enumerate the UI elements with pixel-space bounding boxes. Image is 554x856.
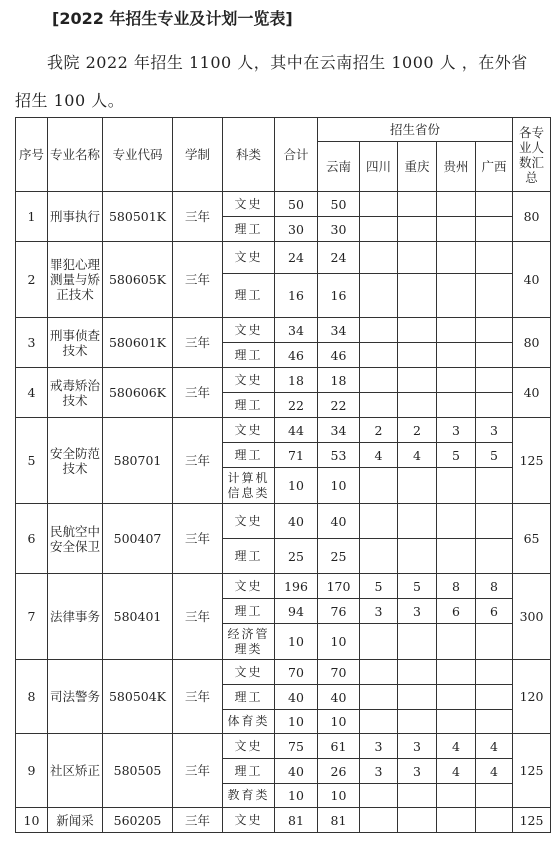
total-cell: 24 [275, 242, 318, 274]
header-yunnan: 云南 [318, 142, 360, 192]
major-duration: 三年 [173, 808, 223, 833]
sichuan-cell [360, 710, 398, 734]
sichuan-cell [360, 368, 398, 393]
major-code: 500407 [103, 504, 173, 574]
major-sum: 125 [513, 808, 551, 833]
major-seq: 4 [16, 368, 48, 418]
table-row [16, 734, 551, 759]
subject-cell: 文史 [223, 808, 275, 833]
major-code: 580504K [103, 660, 173, 734]
total-cell: 10 [275, 710, 318, 734]
subject-cell: 理工 [223, 343, 275, 368]
major-sum: 80 [513, 318, 551, 368]
chongqing-cell [398, 808, 437, 833]
subject-cell: 文史 [223, 660, 275, 685]
header-total: 合计 [275, 118, 318, 192]
guangxi-cell [476, 685, 513, 710]
total-cell: 10 [275, 624, 318, 660]
sichuan-cell: 4 [360, 443, 398, 468]
total-cell: 44 [275, 418, 318, 443]
yunnan-cell: 25 [318, 539, 360, 574]
sichuan-cell [360, 192, 398, 217]
major-duration: 三年 [173, 574, 223, 660]
sichuan-cell: 2 [360, 418, 398, 443]
chongqing-cell: 3 [398, 759, 437, 784]
yunnan-cell: 46 [318, 343, 360, 368]
major-sum: 125 [513, 734, 551, 808]
subject-cell: 文史 [223, 368, 275, 393]
guangxi-cell [476, 393, 513, 418]
chongqing-cell [398, 624, 437, 660]
guizhou-cell [437, 192, 476, 217]
total-cell: 70 [275, 660, 318, 685]
yunnan-cell: 10 [318, 624, 360, 660]
table-row [16, 504, 551, 539]
sichuan-cell [360, 808, 398, 833]
sichuan-cell [360, 784, 398, 808]
chongqing-cell [398, 242, 437, 274]
sichuan-cell: 3 [360, 734, 398, 759]
guizhou-cell [437, 468, 476, 504]
chongqing-cell: 4 [398, 443, 437, 468]
header-sichuan: 四川 [360, 142, 398, 192]
major-name: 社区矫正 [48, 734, 103, 808]
chongqing-cell [398, 504, 437, 539]
guizhou-cell: 4 [437, 734, 476, 759]
major-name: 戒毒矫治技术 [48, 368, 103, 418]
total-cell: 40 [275, 504, 318, 539]
sichuan-cell [360, 318, 398, 343]
guizhou-cell: 4 [437, 759, 476, 784]
major-name: 法律事务 [48, 574, 103, 660]
major-seq: 2 [16, 242, 48, 318]
guizhou-cell [437, 808, 476, 833]
guizhou-cell [437, 784, 476, 808]
sichuan-cell [360, 217, 398, 242]
guizhou-cell: 5 [437, 443, 476, 468]
yunnan-cell: 18 [318, 368, 360, 393]
major-code: 560205 [103, 808, 173, 833]
guangxi-cell [476, 710, 513, 734]
subject-cell: 文史 [223, 418, 275, 443]
guizhou-cell [437, 343, 476, 368]
subject-cell: 理工 [223, 539, 275, 574]
header-seq: 序号 [16, 118, 48, 192]
sichuan-cell: 5 [360, 574, 398, 599]
major-name: 新闻采 [48, 808, 103, 833]
guizhou-cell [437, 504, 476, 539]
guizhou-cell: 8 [437, 574, 476, 599]
yunnan-cell: 40 [318, 504, 360, 539]
yunnan-cell: 61 [318, 734, 360, 759]
guizhou-cell [437, 368, 476, 393]
guangxi-cell [476, 217, 513, 242]
yunnan-cell: 10 [318, 468, 360, 504]
subject-cell: 理工 [223, 599, 275, 624]
sichuan-cell [360, 624, 398, 660]
guizhou-cell [437, 660, 476, 685]
yunnan-cell: 50 [318, 192, 360, 217]
major-name: 罪犯心理测量与矫正技术 [48, 242, 103, 318]
document-heading: [2022 年招生专业及计划一览表] [52, 9, 293, 28]
sichuan-cell [360, 468, 398, 504]
yunnan-cell: 53 [318, 443, 360, 468]
guangxi-cell [476, 808, 513, 833]
guangxi-cell: 4 [476, 759, 513, 784]
guangxi-cell [476, 504, 513, 539]
sichuan-cell [360, 660, 398, 685]
yunnan-cell: 34 [318, 418, 360, 443]
major-code: 580605K [103, 242, 173, 318]
total-cell: 50 [275, 192, 318, 217]
chongqing-cell [398, 393, 437, 418]
major-sum: 300 [513, 574, 551, 660]
header-code: 专业代码 [103, 118, 173, 192]
guizhou-cell: 6 [437, 599, 476, 624]
subject-cell: 体育类 [223, 710, 275, 734]
guangxi-cell: 3 [476, 418, 513, 443]
total-cell: 94 [275, 599, 318, 624]
chongqing-cell [398, 660, 437, 685]
table-body [16, 192, 551, 833]
guangxi-cell [476, 784, 513, 808]
major-name: 司法警务 [48, 660, 103, 734]
subject-cell: 教育类 [223, 784, 275, 808]
guizhou-cell: 3 [437, 418, 476, 443]
major-duration: 三年 [173, 192, 223, 242]
yunnan-cell: 10 [318, 784, 360, 808]
major-seq: 6 [16, 504, 48, 574]
total-cell: 25 [275, 539, 318, 574]
major-duration: 三年 [173, 318, 223, 368]
chongqing-cell [398, 274, 437, 318]
yunnan-cell: 81 [318, 808, 360, 833]
major-seq: 9 [16, 734, 48, 808]
table-row [16, 368, 551, 393]
major-duration: 三年 [173, 368, 223, 418]
guangxi-cell [476, 539, 513, 574]
major-code: 580401 [103, 574, 173, 660]
header-chongqing: 重庆 [398, 142, 437, 192]
chongqing-cell [398, 685, 437, 710]
major-code: 580701 [103, 418, 173, 504]
guizhou-cell [437, 318, 476, 343]
yunnan-cell: 24 [318, 242, 360, 274]
table-row [16, 318, 551, 343]
guangxi-cell: 5 [476, 443, 513, 468]
header-guangxi: 广西 [476, 142, 513, 192]
subject-cell: 理工 [223, 274, 275, 318]
chongqing-cell: 5 [398, 574, 437, 599]
major-seq: 7 [16, 574, 48, 660]
guizhou-cell [437, 710, 476, 734]
total-cell: 46 [275, 343, 318, 368]
yunnan-cell: 26 [318, 759, 360, 784]
total-cell: 34 [275, 318, 318, 343]
total-cell: 40 [275, 759, 318, 784]
major-seq: 1 [16, 192, 48, 242]
guangxi-cell [476, 468, 513, 504]
guangxi-cell [476, 368, 513, 393]
subject-cell: 文史 [223, 242, 275, 274]
sichuan-cell [360, 242, 398, 274]
table-row [16, 660, 551, 685]
guangxi-cell: 8 [476, 574, 513, 599]
major-seq: 10 [16, 808, 48, 833]
sichuan-cell [360, 539, 398, 574]
subject-cell: 文史 [223, 318, 275, 343]
header-major: 专业名称 [48, 118, 103, 192]
total-cell: 10 [275, 784, 318, 808]
guizhou-cell [437, 217, 476, 242]
major-seq: 3 [16, 318, 48, 368]
guizhou-cell [437, 685, 476, 710]
major-duration: 三年 [173, 660, 223, 734]
subject-cell: 理工 [223, 685, 275, 710]
total-cell: 40 [275, 685, 318, 710]
yunnan-cell: 70 [318, 660, 360, 685]
total-cell: 81 [275, 808, 318, 833]
major-duration: 三年 [173, 504, 223, 574]
sichuan-cell [360, 393, 398, 418]
major-code: 580501K [103, 192, 173, 242]
enrollment-table [15, 117, 551, 833]
major-name: 刑事执行 [48, 192, 103, 242]
subject-cell: 计算机信息类 [223, 468, 275, 504]
chongqing-cell [398, 368, 437, 393]
table-row [16, 574, 551, 599]
header-guizhou: 贵州 [437, 142, 476, 192]
sichuan-cell [360, 504, 398, 539]
chongqing-cell [398, 539, 437, 574]
guangxi-cell: 4 [476, 734, 513, 759]
major-sum: 80 [513, 192, 551, 242]
major-duration: 三年 [173, 242, 223, 318]
major-code: 580606K [103, 368, 173, 418]
table-row [16, 192, 551, 217]
intro-paragraph: 我院 2022 年招生 1100 人，其中在云南招生 1000 人 ，在外省招生 100 人。 [15, 53, 528, 110]
chongqing-cell: 3 [398, 734, 437, 759]
subject-cell: 文史 [223, 574, 275, 599]
subject-cell: 理工 [223, 443, 275, 468]
yunnan-cell: 10 [318, 710, 360, 734]
subject-cell: 文史 [223, 504, 275, 539]
yunnan-cell: 170 [318, 574, 360, 599]
total-cell: 196 [275, 574, 318, 599]
major-sum: 40 [513, 368, 551, 418]
chongqing-cell [398, 343, 437, 368]
guizhou-cell [437, 393, 476, 418]
major-sum: 40 [513, 242, 551, 318]
chongqing-cell [398, 710, 437, 734]
yunnan-cell: 30 [318, 217, 360, 242]
major-duration: 三年 [173, 734, 223, 808]
guangxi-cell: 6 [476, 599, 513, 624]
subject-cell: 文史 [223, 192, 275, 217]
total-cell: 75 [275, 734, 318, 759]
major-code: 580505 [103, 734, 173, 808]
chongqing-cell [398, 784, 437, 808]
sichuan-cell [360, 343, 398, 368]
guizhou-cell [437, 242, 476, 274]
header-provinces-group: 招生省份 [318, 118, 513, 142]
guangxi-cell [476, 343, 513, 368]
guangxi-cell [476, 192, 513, 217]
major-sum: 125 [513, 418, 551, 504]
guangxi-cell [476, 624, 513, 660]
chongqing-cell: 3 [398, 599, 437, 624]
header-duration: 学制 [173, 118, 223, 192]
major-seq: 5 [16, 418, 48, 504]
major-sum: 65 [513, 504, 551, 574]
yunnan-cell: 34 [318, 318, 360, 343]
subject-cell: 经济管理类 [223, 624, 275, 660]
major-seq: 8 [16, 660, 48, 734]
subject-cell: 理工 [223, 217, 275, 242]
yunnan-cell: 16 [318, 274, 360, 318]
guangxi-cell [476, 318, 513, 343]
sichuan-cell: 3 [360, 759, 398, 784]
table-row [16, 242, 551, 274]
header-sum: 各专业人数汇总 [513, 118, 551, 192]
sichuan-cell: 3 [360, 599, 398, 624]
total-cell: 10 [275, 468, 318, 504]
guizhou-cell [437, 539, 476, 574]
yunnan-cell: 22 [318, 393, 360, 418]
total-cell: 30 [275, 217, 318, 242]
subject-cell: 理工 [223, 393, 275, 418]
guizhou-cell [437, 624, 476, 660]
guizhou-cell [437, 274, 476, 318]
guangxi-cell [476, 242, 513, 274]
total-cell: 71 [275, 443, 318, 468]
chongqing-cell [398, 468, 437, 504]
major-duration: 三年 [173, 418, 223, 504]
major-sum: 120 [513, 660, 551, 734]
chongqing-cell [398, 192, 437, 217]
subject-cell: 文史 [223, 734, 275, 759]
header-subject: 科类 [223, 118, 275, 192]
total-cell: 22 [275, 393, 318, 418]
sichuan-cell [360, 685, 398, 710]
major-name: 刑事侦查技术 [48, 318, 103, 368]
total-cell: 16 [275, 274, 318, 318]
table-row [16, 418, 551, 443]
guangxi-cell [476, 274, 513, 318]
total-cell: 18 [275, 368, 318, 393]
chongqing-cell: 2 [398, 418, 437, 443]
sichuan-cell [360, 274, 398, 318]
chongqing-cell [398, 217, 437, 242]
table-row [16, 808, 551, 833]
major-name: 安全防范技术 [48, 418, 103, 504]
subject-cell: 理工 [223, 759, 275, 784]
yunnan-cell: 40 [318, 685, 360, 710]
chongqing-cell [398, 318, 437, 343]
major-code: 580601K [103, 318, 173, 368]
major-name: 民航空中安全保卫 [48, 504, 103, 574]
guangxi-cell [476, 660, 513, 685]
yunnan-cell: 76 [318, 599, 360, 624]
